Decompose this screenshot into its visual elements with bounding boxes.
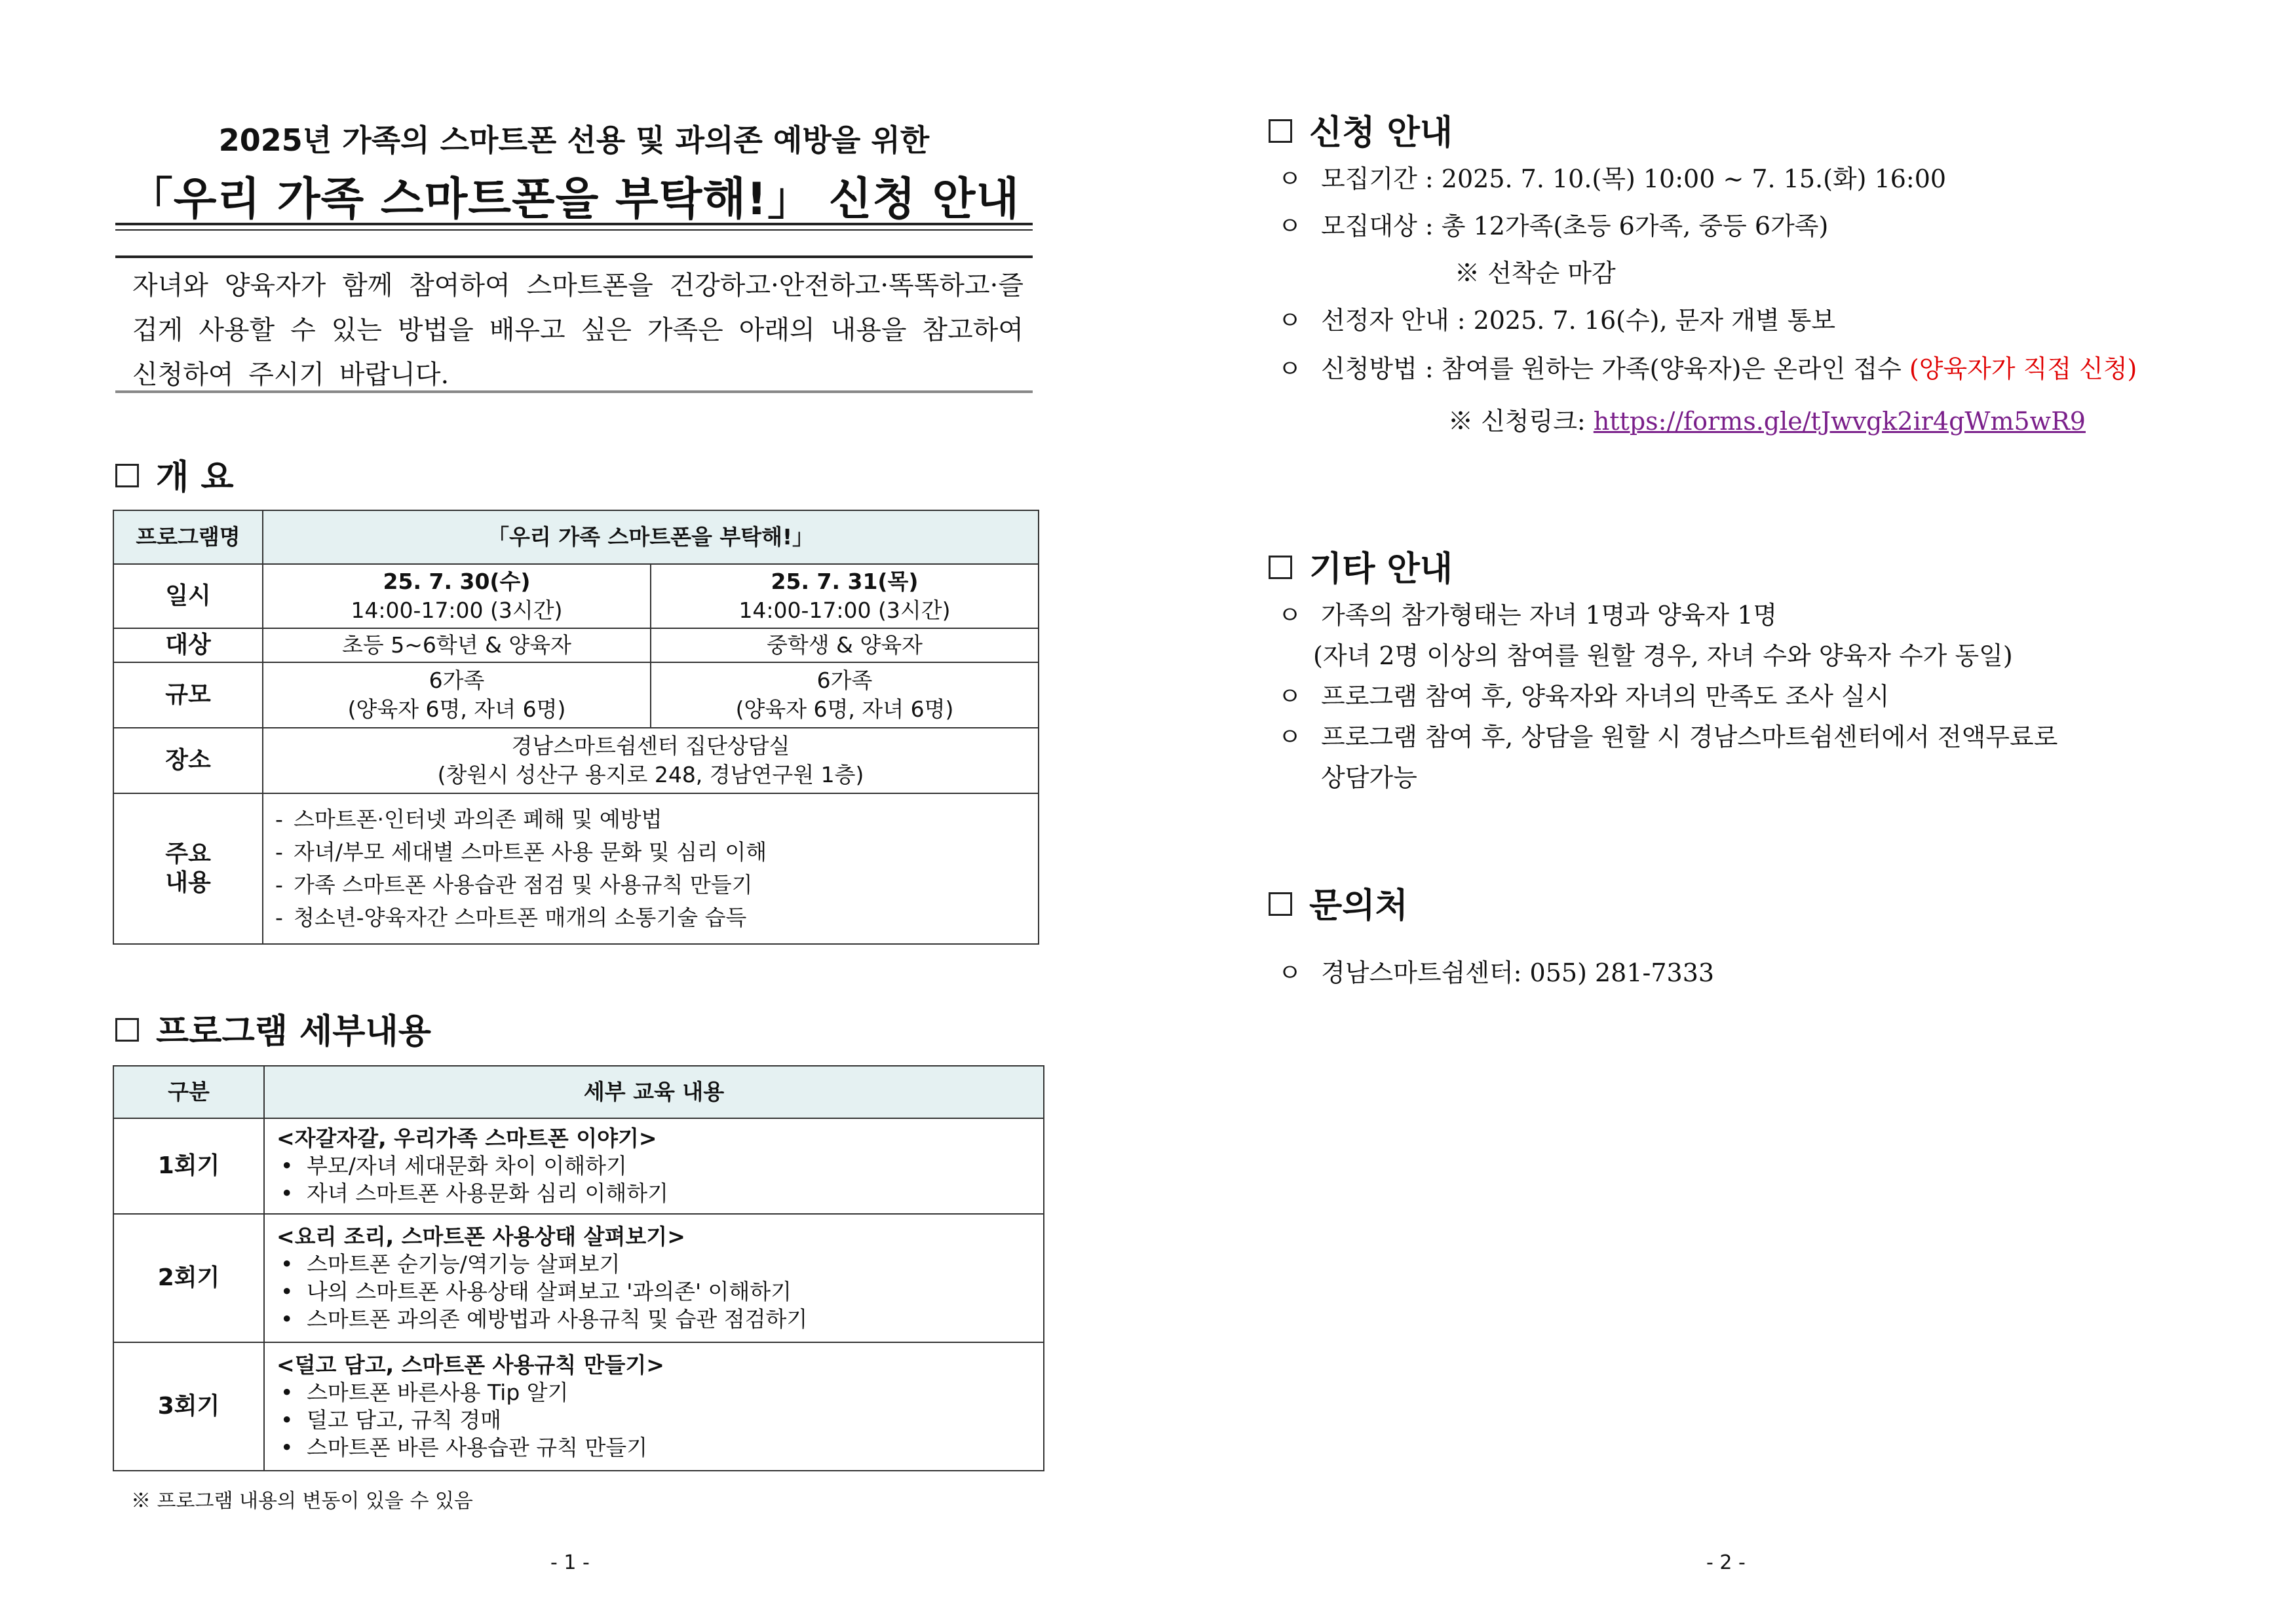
apply-link-line [1448,401,2086,437]
scale-cell-1 [263,662,651,728]
apply-target-note: ※ 선착순 마감 [1455,259,1616,288]
date-cell-1 [263,564,651,628]
session-label: 1회기 [113,1118,264,1214]
circle-bullet-icon: ㅇ [1278,164,1302,193]
scale-2-families: 6가족 [816,668,873,693]
checkbox-square-icon [115,464,139,487]
row-label-date: 일시 [113,564,263,628]
list-item: • 스마트폰 순기능/역기능 살펴보기 [277,1251,1038,1278]
apply-link[interactable]: https://forms.gle/tJwvgk2ir4gWm5wR9 [1593,407,2086,436]
section-heading-contact [1269,878,1408,927]
circle-bullet-icon: ㅇ [1278,682,1302,711]
checkbox-square-icon [115,1018,139,1042]
table-header-category: 구분 [113,1066,264,1118]
checkbox-square-icon [1269,119,1292,143]
list-item: • 나의 스마트폰 사용상태 살펴보고 '과의존' 이해하기 [277,1278,1038,1306]
row-label-contents [113,793,263,944]
apply-method-highlight: (양육자가 직접 신청) [1909,354,2137,383]
date-1: 25. 7. 30(수) [383,569,531,594]
session-items [277,1379,1038,1462]
row-label-contents-2: 내용 [165,869,211,896]
detail-table [113,1065,1044,1471]
apply-target-text: 모집대상 : 총 12가족(초등 6가족, 중등 6가족) [1321,212,1829,240]
etc-line-3b: 상담가능 [1321,763,1417,792]
intro-text: 자녀와 양육자가 함께 참여하여 스마트폰을 건강하고·안전하고·똑똑하고·즐겁게 사용할 수 있는 방법을 배우고 싶은 가족은 아래의 내용을 참고하여 신청하여 주시기 바랍니다. [132,271,1024,390]
session-title: <자갈자갈, 우리가족 스마트폰 이야기> [277,1125,657,1151]
contents-cell [263,793,1039,944]
circle-bullet-icon: ㅇ [1278,958,1302,987]
list-item: • 스마트폰 과의존 예방법과 사용규칙 및 습관 점검하기 [277,1306,1038,1333]
etc-line-1b: (자녀 2명 이상의 참여를 원할 경우, 자녀 수와 양육자 수가 동일) [1313,641,2013,670]
etc-line-1-text: 가족의 참가형태는 자녀 1명과 양육자 1명 [1321,601,1778,630]
row-label-scale: 규모 [113,662,263,728]
title-divider-thin [115,229,1033,231]
circle-bullet-icon: ㅇ [1278,306,1302,335]
footnote: ※ 프로그램 내용의 변동이 있을 수 있음 [131,1490,473,1513]
session-label: 2회기 [113,1214,264,1342]
document-subtitle: 2025년 가족의 스마트폰 선용 및 과의존 예방을 위한 [218,123,930,158]
apply-period-text: 모집기간 : 2025. 7. 10.(목) 10:00 ~ 7. 15.(화) 16:00 [1321,164,1947,193]
circle-bullet-icon: ㅇ [1278,601,1302,630]
target-1: 초등 5~6학년 & 양육자 [263,628,651,662]
section-heading-text: 기타 안내 [1309,550,1453,589]
section-heading-text: 문의처 [1309,886,1408,926]
list-item: - 가족 스마트폰 사용습관 점검 및 사용규칙 만들기 [275,869,1033,901]
scale-1-detail: (양육자 6명, 자녀 6명) [347,696,566,722]
list-item: - 스마트폰·인터넷 과의존 폐해 및 예방법 [275,803,1033,836]
list-item: • 덜고 담고, 규칙 경매 [277,1407,1038,1434]
section-heading-detail [115,1004,431,1053]
apply-method-text: 신청방법 : 참여를 원하는 가족(양육자)은 온라인 접수 [1321,354,1902,383]
etc-line-3 [1278,717,2057,753]
scale-cell-2 [651,662,1039,728]
section-heading-text: 개 요 [156,458,234,497]
circle-bullet-icon: ㅇ [1278,212,1302,240]
table-header-program: 프로그램명 [113,510,263,564]
session-title: <요리 조리, 스마트폰 사용상태 살펴보기> [277,1224,685,1249]
place-name: 경남스마트쉼센터 집단상담실 [511,733,790,759]
section-heading-apply [1269,105,1453,154]
contact-text: 경남스마트쉼센터: 055) 281-7333 [1321,958,1715,987]
apply-target [1278,206,1828,242]
page-number: - 1 - [550,1551,590,1574]
session-title: <덜고 담고, 스마트폰 사용규칙 만들기> [277,1352,664,1378]
place-cell [263,728,1039,793]
apply-period [1278,159,1946,195]
title-divider [115,223,1033,225]
scale-1-families: 6가족 [429,668,485,693]
checkbox-square-icon [1269,556,1292,579]
list-item: - 청소년-양육자간 스마트폰 매개의 소통기술 습득 [275,901,1033,934]
circle-bullet-icon: ㅇ [1278,723,1302,751]
date-cell-2 [651,564,1039,628]
checkbox-square-icon [1269,892,1292,916]
row-label-contents-1: 주요 [165,840,211,867]
session-content [264,1118,1044,1214]
row-label-target: 대상 [113,628,263,662]
list-item: • 스마트폰 바른사용 Tip 알기 [277,1379,1038,1407]
section-heading-text: 신청 안내 [1309,113,1453,153]
place-address: (창원시 성산구 용지로 248, 경남연구원 1층) [437,762,864,787]
row-label-place: 장소 [113,728,263,793]
overview-table [113,510,1039,945]
page-2 [1148,0,2296,1624]
etc-line-2 [1278,676,1890,712]
list-item: - 자녀/부모 세대별 스마트폰 사용 문화 및 심리 이해 [275,836,1033,869]
apply-method [1278,349,2137,385]
section-heading-etc [1269,541,1453,590]
page-number: - 2 - [1706,1551,1746,1574]
target-2: 중학생 & 양육자 [651,628,1039,662]
scale-2-detail: (양육자 6명, 자녀 6명) [735,696,954,722]
etc-line-3-text: 프로그램 참여 후, 상담을 원할 시 경남스마트쉼센터에서 전액무료로 [1321,723,2058,751]
program-name: 「우리 가족 스마트폰을 부탁해!」 [263,510,1039,564]
session-items [277,1152,1038,1207]
session-content [264,1214,1044,1342]
table-header-content: 세부 교육 내용 [264,1066,1044,1118]
apply-selected-text: 선정자 안내 : 2025. 7. 16(수), 문자 개별 통보 [1321,306,1836,335]
session-items [277,1251,1038,1333]
list-item: • 스마트폰 바른 사용습관 규칙 만들기 [277,1434,1038,1462]
time-2: 14:00-17:00 (3시간) [738,597,951,623]
etc-line-1 [1278,595,1777,631]
circle-bullet-icon: ㅇ [1278,354,1302,383]
apply-link-label: ※ 신청링크: [1448,407,1586,436]
document-title: 「우리 가족 스마트폰을 부탁해!」 신청 안내 [128,174,1020,225]
session-content [264,1342,1044,1471]
section-heading-text: 프로그램 세부내용 [156,1012,431,1051]
list-item: • 부모/자녀 세대문화 차이 이해하기 [277,1152,1038,1180]
apply-selected [1278,300,1835,336]
date-2: 25. 7. 31(목) [771,569,919,594]
section-heading-overview [115,449,234,499]
etc-line-2-text: 프로그램 참여 후, 양육자와 자녀의 만족도 조사 실시 [1321,682,1890,711]
contents-list [275,803,1033,934]
list-item: • 자녀 스마트폰 사용문화 심리 이해하기 [277,1180,1038,1207]
contact-line [1278,953,1714,989]
time-1: 14:00-17:00 (3시간) [351,597,563,623]
session-label: 3회기 [113,1342,264,1471]
